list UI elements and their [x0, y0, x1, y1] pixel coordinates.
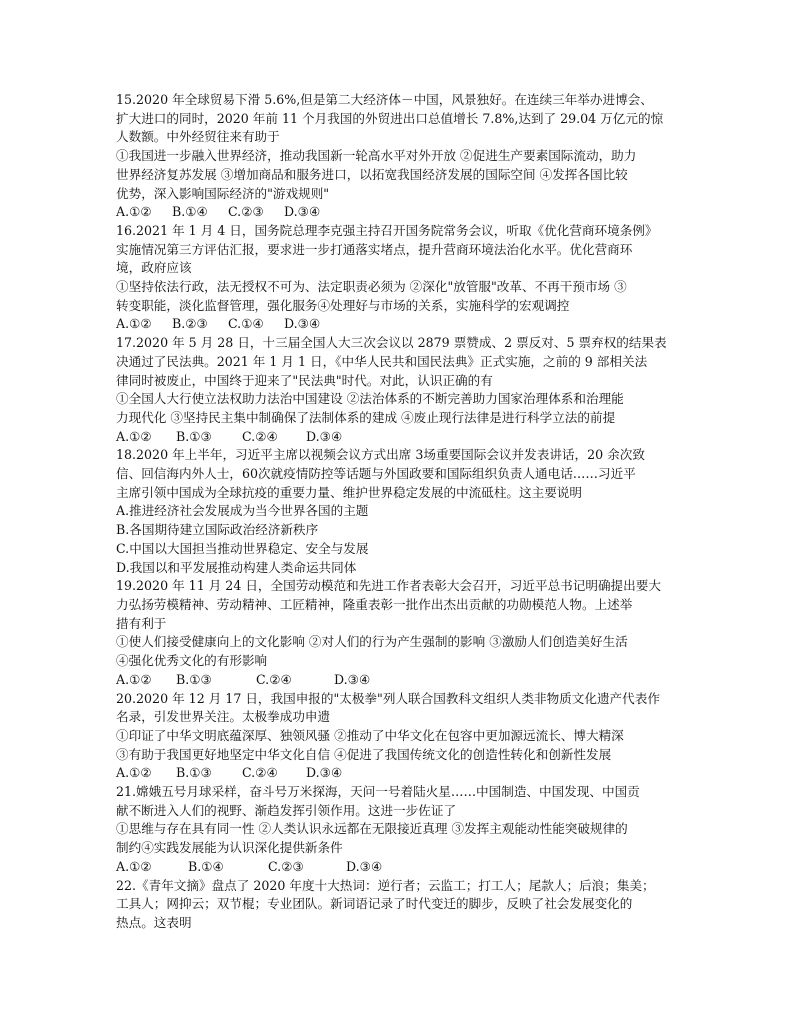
question-19-stem-line-3: 措有利于 [116, 615, 167, 631]
question-20-statement-line-1: ①印证了中华文明底蕴深厚、独领风骚 ②推动了中华文化在包容中更加源远流长、博大精深 [116, 727, 624, 743]
exam-page [116, 91, 682, 933]
question-15-statement-line-2: 世界经济复苏发展 ③增加商品和服务进口，以拓宽我国经济发展的国际空间 ④发挥各国比较 [116, 166, 628, 182]
option-d: D.③④ [284, 316, 321, 332]
question-16-stem-line-3: 境，政府应该 [116, 260, 192, 276]
option-b: B.①③ [176, 765, 212, 781]
question-17-stem-line-3: 律同时被废止，中国终于迎来了"民法典"时代。对此，认识正确的有 [116, 372, 493, 388]
question-19 [116, 577, 682, 689]
question-22-stem-line-1: 22.《青年文摘》盘点了 2020 年度十大热词：逆行者；云监工；打工人；尾款人；后浪；集美； [116, 877, 655, 893]
question-17-statement-line-2: 力现代化 ③坚持民主集中制确保了法制体系的建成 ④废止现行法律是进行科学立法的前提 [116, 409, 616, 425]
option-b: B.①④ [172, 204, 208, 220]
option-a: A.推进经济社会发展成为当今世界各国的主题 [116, 503, 369, 519]
option-d: D.③④ [334, 671, 371, 687]
question-19-stem-line-2: 力弘扬劳模精神、劳动精神、工匠精神，隆重表彰一批作出杰出贡献的功勋模范人物。上述举 [116, 596, 633, 612]
option-a: A.①② [116, 858, 152, 874]
option-a: A.①② [116, 671, 152, 687]
question-19-statement-line-1: ①使人们接受健康向上的文化影响 ②对人们的行为产生强制的影响 ③激励人们创造美好生活 [116, 634, 628, 650]
question-16-statement-line-1: ①坚持依法行政，法无授权不可为、法定职责必须为 ②深化"放管服"改革、不再干预市场 ③ [116, 279, 627, 295]
question-16-stem-line-2: 实施情况第三方评估汇报，要求进一步打通落实堵点，提升营商环境法治化水平。优化营商环 [116, 241, 633, 257]
question-21-stem-line-1: 21.嫦娥五号月球采样，奋斗号万米探海，天问一号着陆火星……中国制造、中国发现、中国贡 [116, 784, 640, 800]
question-22-stem-line-2: 工具人；网抑云；双节棍；专业团队。新词语记录了时代变迁的脚步，反映了社会发展变化的 [116, 896, 633, 912]
question-20-stem-line-2: 名录，引发世界关注。太极拳成功申遗 [116, 709, 331, 725]
question-15-statement-line-3: 优势，深入影响国际经济的"游戏规则" [116, 185, 330, 201]
question-18 [116, 446, 682, 577]
question-16-statement-line-2: 转变职能，淡化监督管理，强化服务④处理好与市场的关系，实施科学的宏观调控 [116, 297, 570, 313]
option-c: C.②③ [228, 204, 264, 220]
option-b: B.①③ [176, 671, 212, 687]
question-18-stem-line-3: 主席引领中国成为全球抗疫的重要力量、维护世界稳定发展的中流砥柱。这主要说明 [116, 484, 582, 500]
question-17-options [116, 428, 682, 447]
question-16 [116, 222, 682, 334]
option-d: D.③④ [306, 765, 343, 781]
option-c: C.②④ [242, 428, 278, 444]
question-21-stem-line-2: 献不断进入人们的视野、渐趋发挥引领作用。这进一步佐证了 [116, 802, 457, 818]
question-19-statement-line-2: ④强化优秀文化的有形影响 [116, 653, 268, 669]
question-18-stem-line-2: 信、回信海内外人士，60次就疫情防控等话题与外国政要和国际组织负责人通电话……习近平 [116, 466, 636, 482]
option-b: B.①③ [176, 428, 212, 444]
question-21-options [116, 858, 682, 877]
question-21-statement-line-2: 制约④实践发展能为认识深化提供新条件 [116, 840, 343, 856]
question-17 [116, 334, 682, 446]
option-d: D.③④ [306, 428, 343, 444]
question-21 [116, 783, 682, 877]
question-15-stem-line-1: 15.2020 年全球贸易下滑 5.6%,但是第二大经济体－中国，风景独好。在连续三年举办进博会、 [116, 92, 653, 107]
option-b: B.各国期待建立国际政治经济新秩序 [116, 522, 319, 538]
question-15-stem-line-2: 扩大进口的同时，2020 年前 11 个月我国的外贸进出口总值增长 7.8%,达到了 29.04 万亿元的惊 [116, 110, 664, 126]
question-20 [116, 690, 682, 784]
question-17-stem-line-2: 决通过了民法典。2021 年 1 月 1 日，《中华人民共和国民法典》正式实施，之前的 9 部相关法 [116, 353, 648, 369]
option-c: C.②④ [256, 671, 292, 687]
question-20-stem-line-1: 20.2020 年 12 月 17 日，我国申报的"太极拳"列人联合国教科文组织人类非物质文化遗产代表作 [116, 690, 660, 706]
option-a: A.①② [116, 204, 152, 220]
option-a: A.①② [116, 765, 152, 781]
question-20-statement-line-2: ③有助于我国更好地坚定中华文化自信 ④促进了我国传统文化的创造性转化和创新性发展 [116, 746, 612, 762]
option-d: D.③④ [346, 858, 383, 874]
question-15-options [116, 203, 682, 222]
question-19-stem-line-1: 19.2020 年 11 月 24 日，全国劳动模范和先进工作者表彰大会召开，习近平总书记明确提出要大 [116, 578, 661, 594]
question-21-statement-line-1: ①思维与存在具有同一性 ②人类认识永远都在无限接近真理 ③发挥主观能动性能突破规律的 [116, 821, 628, 837]
option-d: D.我国以和平发展推动构建人类命运共同体 [116, 559, 357, 575]
option-c: C.②④ [242, 765, 278, 781]
question-22-stem-line-3: 热点。这表明 [116, 914, 192, 930]
question-15 [116, 91, 682, 222]
question-16-stem-line-1: 16.2021 年 1 月 4 日，国务院总理李克强主持召开国务院常务会议，听取《优化营商环境条例》 [116, 222, 658, 238]
question-15-stem-line-3: 人数额。中外经贸往来有助于 [116, 129, 280, 145]
option-c: C.中国以大国担当推动世界稳定、安全与发展 [116, 540, 369, 556]
question-16-options [116, 315, 682, 334]
question-18-stem-line-1: 18.2020 年上半年，习近平主席以视频会议方式出席 3场重要国际会议并发表讲话，20 余次致 [116, 447, 645, 463]
option-b: B.①④ [188, 858, 224, 874]
option-d: D.③④ [284, 204, 321, 220]
option-a: A.①② [116, 428, 152, 444]
option-b: B.②③ [172, 316, 208, 332]
question-22 [116, 877, 682, 933]
question-20-options [116, 764, 682, 783]
option-a: A.①② [116, 316, 152, 332]
option-c: C.②③ [268, 858, 304, 874]
question-19-options [116, 671, 682, 690]
question-17-statement-line-1: ①全国人大行使立法权助力法治中国建设 ②法治体系的不断完善助力国家治理体系和治理能 [116, 391, 624, 407]
option-c: C.①④ [228, 316, 264, 332]
question-17-stem-line-1: 17.2020 年 5 月 28 日，十三届全国人大三次会议以 2879 票赞成、2 票反对、5 票弃权的结果表 [116, 335, 667, 351]
question-15-statement-line-1: ①我国进一步融入世界经济，推动我国新一轮高水平对外开放 ②促进生产要素国际流动，助力 [116, 148, 637, 164]
